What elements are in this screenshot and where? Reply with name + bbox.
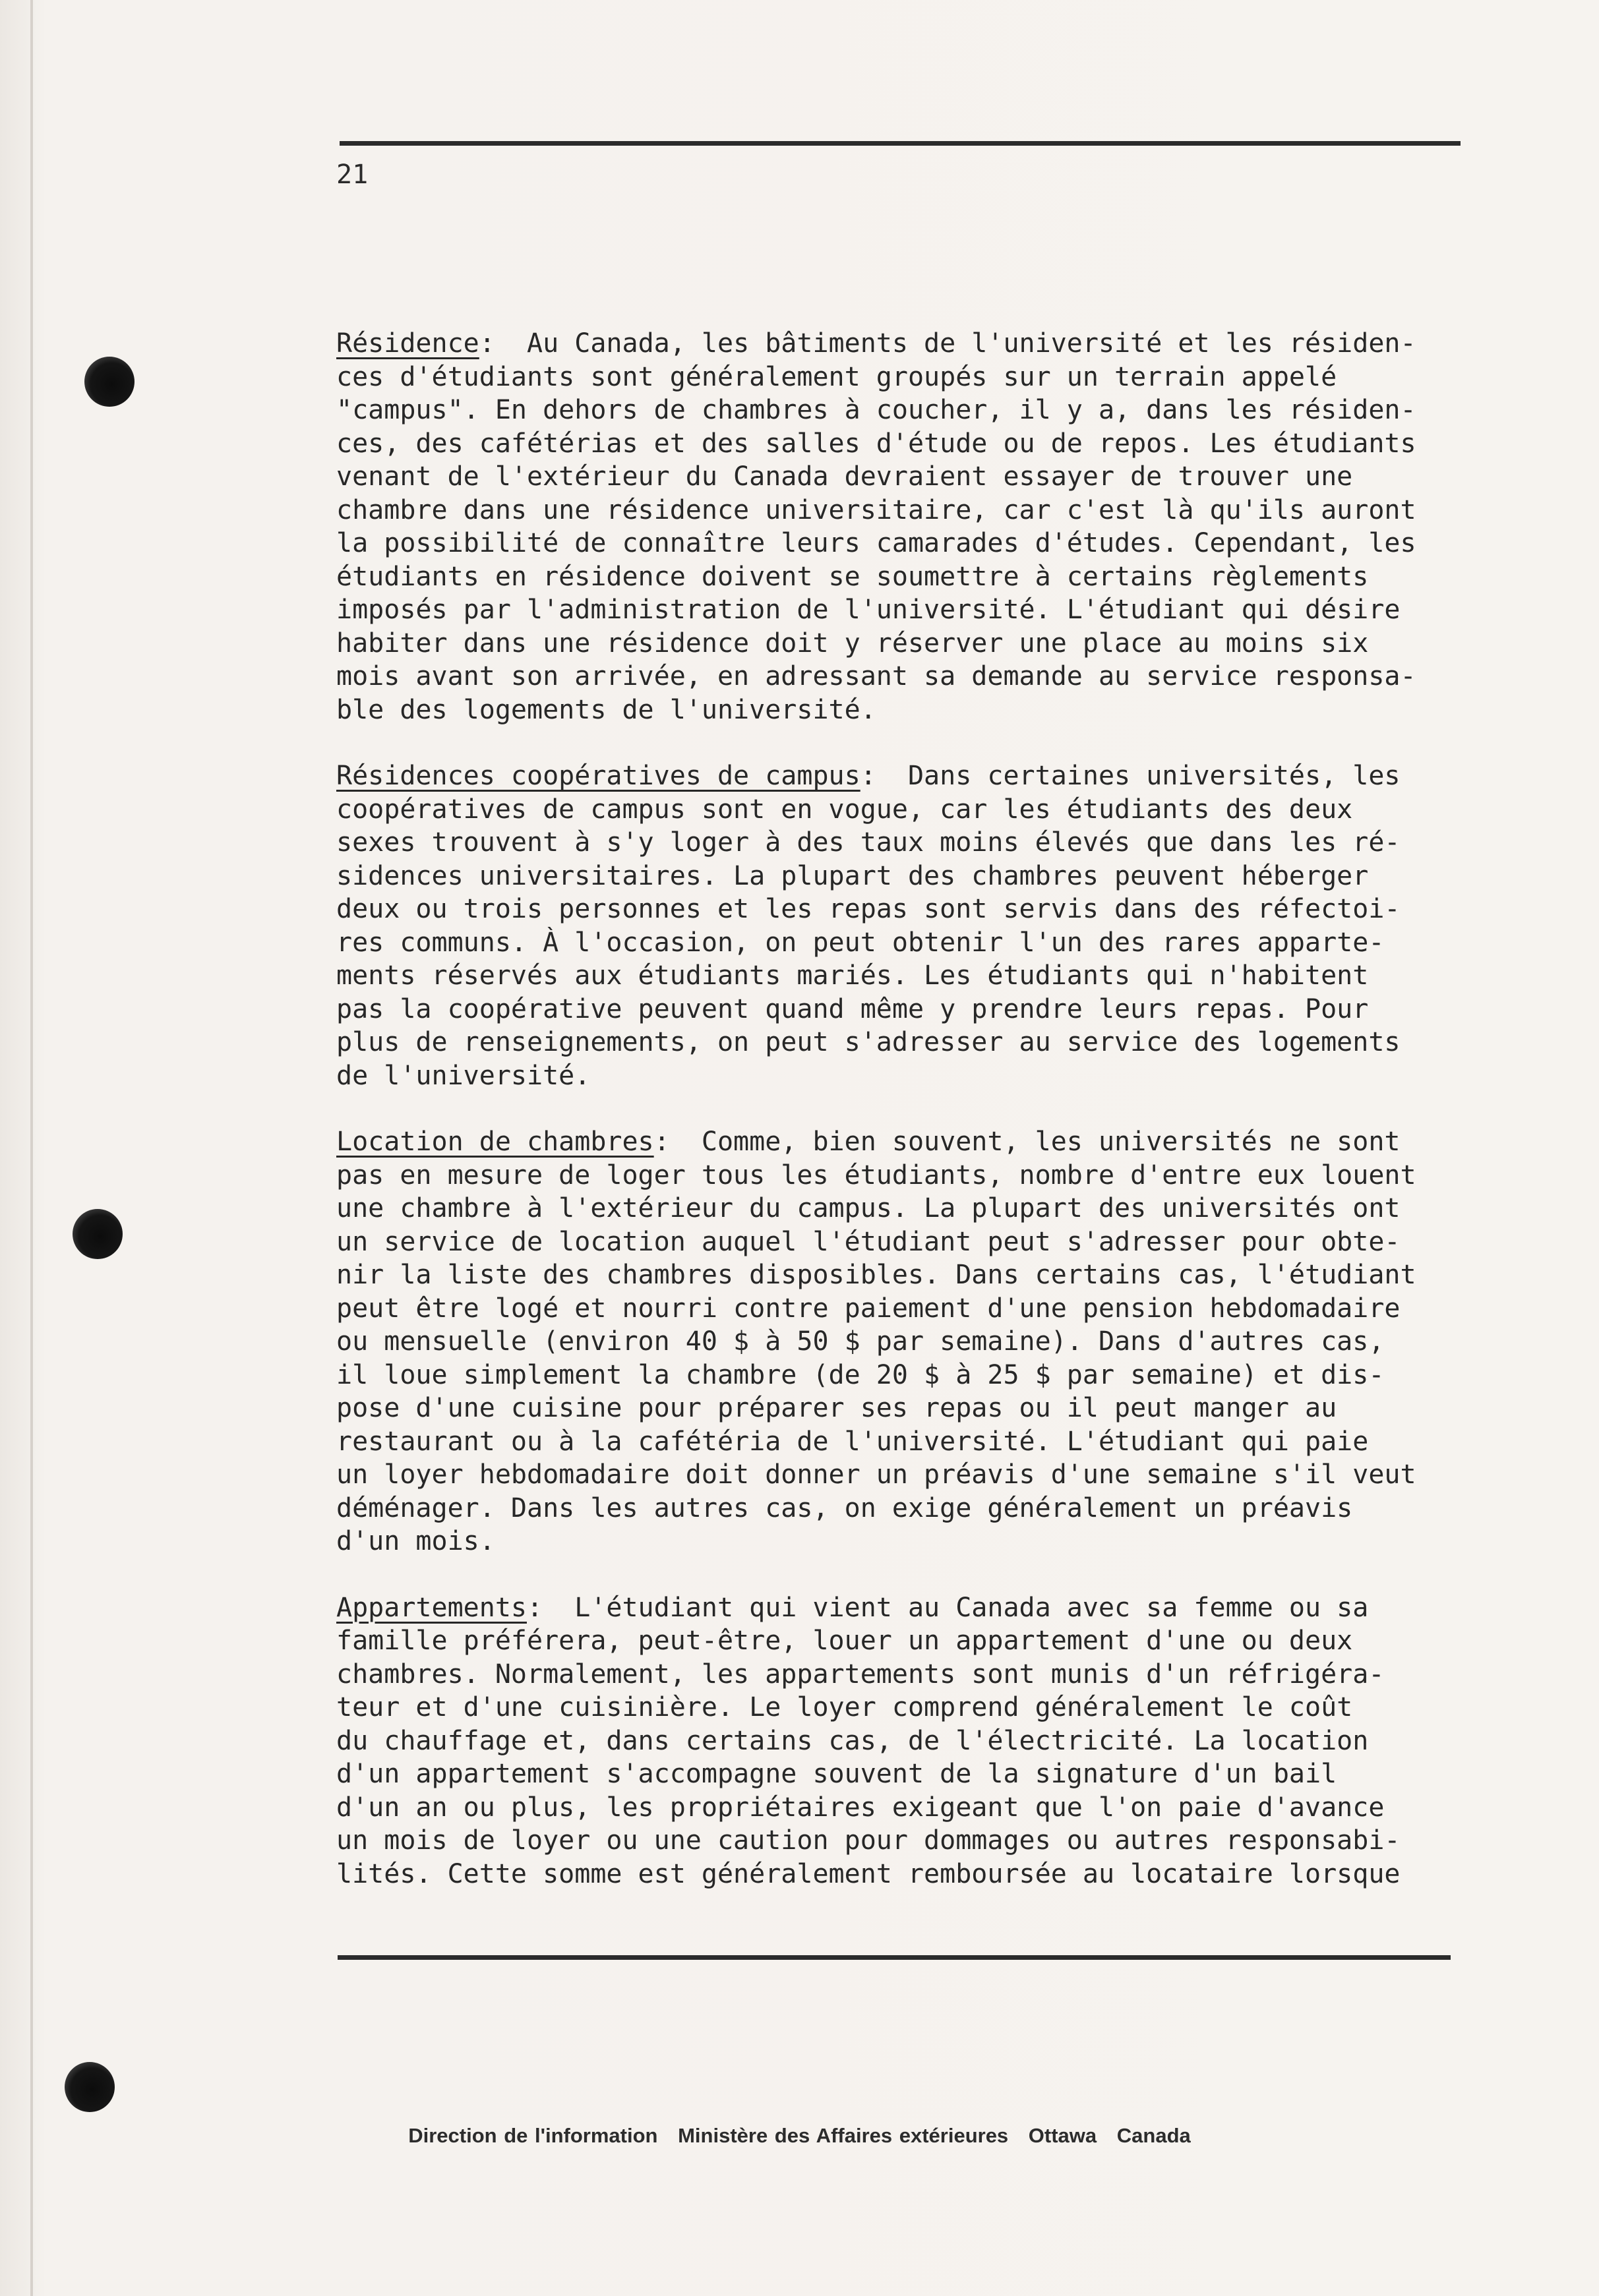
text-line: deux ou trois personnes et les repas sont servis dans des réfectoi- xyxy=(336,894,1401,924)
text-line: un loyer hebdomadaire doit donner un préavis d'une semaine s'il veut xyxy=(336,1459,1416,1490)
text-line: habiter dans une résidence doit y réserver une place au moins six xyxy=(336,628,1369,659)
text-line: res communs. À l'occasion, on peut obtenir l'un des rares apparte- xyxy=(336,927,1385,958)
text-line: sidences universitaires. La plupart des chambres peuvent héberger xyxy=(336,860,1369,891)
text-line: pas en mesure de loger tous les étudiants, nombre d'entre eux louent xyxy=(336,1160,1416,1191)
paragraph xyxy=(336,759,1477,1092)
text-line: pas la coopérative peuvent quand même y prendre leurs repas. Pour xyxy=(336,993,1369,1024)
text-line: du chauffage et, dans certains cas, de l'électricité. La location xyxy=(336,1725,1369,1756)
text-line: famille préférera, peut-être, louer un appartement d'une ou deux xyxy=(336,1626,1353,1656)
footer-country: Canada xyxy=(1116,2124,1191,2147)
punch-hole-top xyxy=(84,357,135,407)
section-heading: Résidences coopératives de campus xyxy=(336,761,860,791)
line-text: : Dans certaines universités, les xyxy=(860,761,1401,791)
text-line: sexes trouvent à s'y loger à des taux moins élevés que dans les ré- xyxy=(336,827,1401,858)
footer xyxy=(0,2124,1599,2148)
section-heading: Résidence xyxy=(336,328,479,359)
punch-hole-bottom xyxy=(65,2062,115,2112)
text-line: ments réservés aux étudiants mariés. Les étudiants qui n'habitent xyxy=(336,960,1369,991)
text-line: ces d'étudiants sont généralement groupés sur un terrain appelé xyxy=(336,361,1337,392)
top-rule xyxy=(340,141,1461,146)
page-number: 21 xyxy=(336,160,369,190)
text-line: un service de location auquel l'étudiant peut s'adresser pour obte- xyxy=(336,1226,1401,1257)
text-line: "campus". En dehors de chambres à coucher, il y a, dans les résiden- xyxy=(336,395,1416,425)
line-text: : L'étudiant qui vient au Canada avec sa femme ou sa xyxy=(526,1592,1369,1623)
text-line: mois avant son arrivée, en adressant sa demande au service responsa- xyxy=(336,661,1416,692)
text-line: la possibilité de connaître leurs camarades d'études. Cependant, les xyxy=(336,528,1416,558)
text-line: chambre dans une résidence universitaire, car c'est là qu'ils auront xyxy=(336,494,1416,525)
paragraph xyxy=(336,1591,1477,1891)
punch-hole-middle xyxy=(73,1209,123,1259)
bottom-rule xyxy=(338,1955,1451,1960)
text-line: ou mensuelle (environ 40 $ à 50 $ par semaine). Dans d'autres cas, xyxy=(336,1326,1385,1357)
paragraph xyxy=(336,327,1477,726)
text-line: étudiants en résidence doivent se soumettre à certains règlements xyxy=(336,561,1369,592)
text-line: pose d'une cuisine pour préparer ses repas ou il peut manger au xyxy=(336,1393,1337,1423)
text-line: d'un appartement s'accompagne souvent de la signature d'un bail xyxy=(336,1759,1337,1789)
text-line: plus de renseignements, on peut s'adresser au service des logements xyxy=(336,1027,1401,1057)
text-line: d'un mois. xyxy=(336,1526,495,1556)
text-line: nir la liste des chambres disposibles. Dans certains cas, l'étudiant xyxy=(336,1260,1416,1290)
text-line: venant de l'extérieur du Canada devraient essayer de trouver une xyxy=(336,461,1353,492)
text-line xyxy=(336,327,1477,361)
footer-ministry: Ministère des Affaires extérieures xyxy=(678,2124,1009,2147)
text-line: teur et d'une cuisinière. Le loyer comprend généralement le coût xyxy=(336,1692,1353,1722)
line-text: : Comme, bien souvent, les universités ne sont xyxy=(653,1127,1401,1157)
text-line xyxy=(336,1591,1477,1625)
text-line: de l'université. xyxy=(336,1060,591,1091)
text-line: coopératives de campus sont en vogue, car les étudiants des deux xyxy=(336,794,1353,825)
footer-city: Ottawa xyxy=(1028,2124,1097,2147)
section-heading: Appartements xyxy=(336,1592,527,1623)
text-line xyxy=(336,1125,1477,1159)
text-line: il loue simplement la chambre (de 20 $ à 25 $ par semaine) et dis- xyxy=(336,1359,1385,1390)
text-line: une chambre à l'extérieur du campus. La plupart des universités ont xyxy=(336,1193,1401,1223)
page-edge xyxy=(30,0,33,2296)
text-line: chambres. Normalement, les appartements sont munis d'un réfrigéra- xyxy=(336,1659,1385,1690)
text-line: peut être logé et nourri contre paiement d'une pension hebdomadaire xyxy=(336,1293,1401,1324)
text-line: imposés par l'administration de l'université. L'étudiant qui désire xyxy=(336,595,1401,625)
text-line: lités. Cette somme est généralement remboursée au locataire lorsque xyxy=(336,1858,1401,1889)
text-line: d'un an ou plus, les propriétaires exigeant que l'on paie d'avance xyxy=(336,1792,1385,1823)
body-text xyxy=(336,327,1477,1924)
line-text: : Au Canada, les bâtiments de l'université et les résiden- xyxy=(479,328,1416,359)
text-line: un mois de loyer ou une caution pour dommages ou autres responsabi- xyxy=(336,1825,1401,1856)
paragraph xyxy=(336,1125,1477,1558)
text-line: ble des logements de l'université. xyxy=(336,694,876,725)
footer-directorate: Direction de l'information xyxy=(408,2124,658,2147)
text-line: ces, des cafétérias et des salles d'étude ou de repos. Les étudiants xyxy=(336,428,1416,459)
text-line: restaurant ou à la cafétéria de l'université. L'étudiant qui paie xyxy=(336,1426,1369,1457)
section-heading: Location de chambres xyxy=(336,1127,654,1157)
text-line: déménager. Dans les autres cas, on exige généralement un préavis xyxy=(336,1492,1353,1523)
text-line xyxy=(336,759,1477,793)
